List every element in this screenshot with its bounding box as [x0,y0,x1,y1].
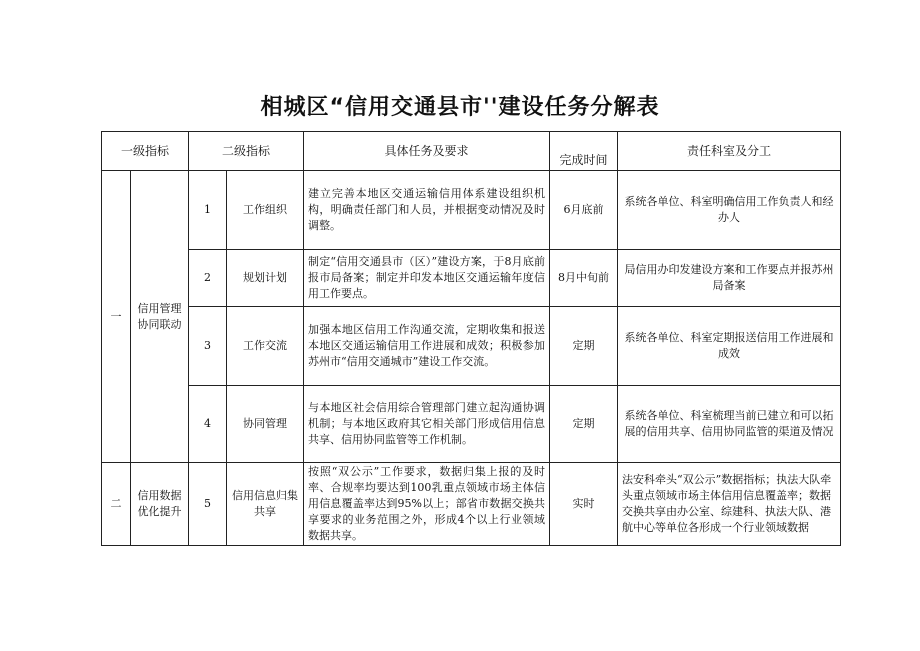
responsibility: 局信用办印发建设方案和工作要点并报苏州局备案 [618,250,841,307]
row-number: 2 [189,250,227,307]
header-time: 完成时间 [550,132,618,171]
group-name: 信用数据优化提升 [131,463,189,546]
row-number: 3 [189,307,227,386]
sub-indicator: 工作交流 [227,307,304,386]
sub-indicator: 规划计划 [227,250,304,307]
row-number: 5 [189,463,227,546]
completion-time: 定期 [550,307,618,386]
responsibility: 系统各单位、科室定期报送信用工作进展和成效 [618,307,841,386]
table-row [102,307,841,386]
header-row [102,132,841,171]
row-number: 4 [189,386,227,463]
table-row [102,250,841,307]
group-number: 一 [102,171,131,463]
task-requirement: 按照“双公示”工作要求，数据归集上报的及时率、合规率均要达到100乳重点领域市场主体信用信息覆盖率达到95%以上；部省市数据交换共享要求的业务范围之外，形成4个以上行业领域数据共享。 [304,463,550,546]
responsibility: 系统各单位、科室明确信用工作负责人和经办人 [618,171,841,250]
completion-time: 6月底前 [550,171,618,250]
task-requirement: 与本地区社会信用综合管理部门建立起沟通协调机制；与本地区政府其它相关部门形成信用信息共享、信用协同监管等工作机制。 [304,386,550,463]
table-row [102,386,841,463]
task-requirement: 制定“信用交通县市（区）”建设方案，于8月底前报市局备案；制定并印发本地区交通运输年度信用工作要点。 [304,250,550,307]
header-level1: 一级指标 [102,132,189,171]
header-level2: 二级指标 [189,132,304,171]
task-requirement: 建立完善本地区交通运输信用体系建设组织机构，明确责任部门和人员，并根据变动情况及时调整。 [304,171,550,250]
document-title: 相城区“信用交通县市''建设任务分解表 [260,95,660,120]
responsibility: 法安科牵头“双公示”数据指标；执法大队牵头重点领域市场主体信用信息覆盖率；数据交换共享由办公室、综建科、执法大队、港航中心等单位各形成一个行业领域数据 [618,463,841,546]
sub-indicator: 信用信息归集共享 [227,463,304,546]
task-table [101,131,841,546]
sub-indicator: 协同管理 [227,386,304,463]
responsibility: 系统各单位、科室梳理当前已建立和可以拓展的信用共享、信用协同监管的渠道及情况 [618,386,841,463]
task-requirement: 加强本地区信用工作沟通交流，定期收集和报送本地区交通运输信用工作进展和成效；积极参加苏州市“信用交通城市”建设工作交流。 [304,307,550,386]
header-task: 具体任务及要求 [304,132,550,171]
completion-time: 8月中旬前 [550,250,618,307]
group-number: 二 [102,463,131,546]
table-row [102,463,841,546]
completion-time: 定期 [550,386,618,463]
sub-indicator: 工作组织 [227,171,304,250]
header-responsibility: 责任科室及分工 [618,132,841,171]
row-number: 1 [189,171,227,250]
table-row [102,171,841,250]
completion-time: 实时 [550,463,618,546]
group-name: 信用管理协同联动 [131,171,189,463]
